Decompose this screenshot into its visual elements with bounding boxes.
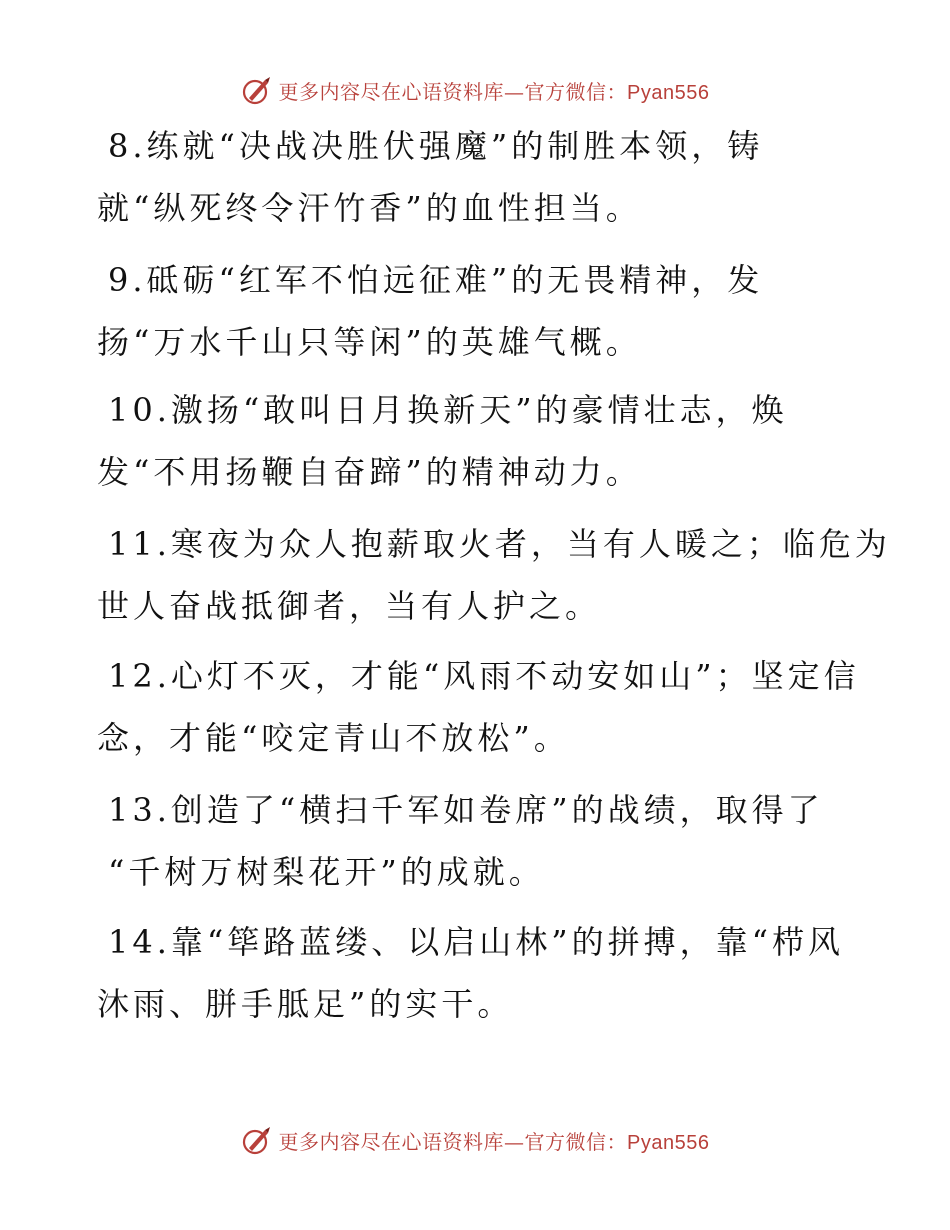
footer-banner-text: 更多内容尽在心语资料库—官方微信：Pyan556 bbox=[278, 1129, 710, 1154]
item-line-1: 11.寒夜为众人抱薪取火者，当有人暖之；临危为 bbox=[108, 525, 891, 563]
header-banner-text: 更多内容尽在心语资料库—官方微信：Pyan556 bbox=[278, 79, 710, 104]
item-line-1: 8.练就“决战决胜伏强魔”的制胜本领，铸 bbox=[108, 127, 764, 165]
item-line-1: 10.激扬“敢叫日月换新天”的豪情壮志，焕 bbox=[108, 391, 788, 429]
item-line-1: 13.创造了“横扫千军如卷席”的战绩，取得了 bbox=[108, 791, 824, 829]
item-line-2: 沐雨、胼手胝足”的实干。 bbox=[97, 985, 514, 1023]
item-line-2: 发“不用扬鞭自奋蹄”的精神动力。 bbox=[97, 453, 642, 491]
item-line-1: 9.砥砺“红军不怕远征难”的无畏精神，发 bbox=[108, 261, 764, 299]
quill-logo-icon bbox=[241, 1124, 273, 1156]
item-line-1: 14.靠“筚路蓝缕、以启山林”的拼搏，靠“栉风 bbox=[108, 923, 844, 961]
footer-banner bbox=[0, 1120, 950, 1160]
item-line-1: 12.心灯不灭，才能“风雨不动安如山”；坚定信 bbox=[108, 657, 860, 695]
item-line-2: 世人奋战抵御者，当有人护之。 bbox=[97, 587, 602, 625]
quill-logo-icon bbox=[241, 74, 273, 106]
item-line-2: 念，才能“咬定青山不放松”。 bbox=[97, 719, 570, 757]
item-line-2: 就“纵死终令汗竹香”的血性担当。 bbox=[97, 189, 642, 227]
item-line-2: “千树万树梨花开”的成就。 bbox=[108, 853, 545, 891]
item-line-2: 扬“万水千山只等闲”的英雄气概。 bbox=[97, 323, 642, 361]
header-banner bbox=[0, 70, 950, 110]
